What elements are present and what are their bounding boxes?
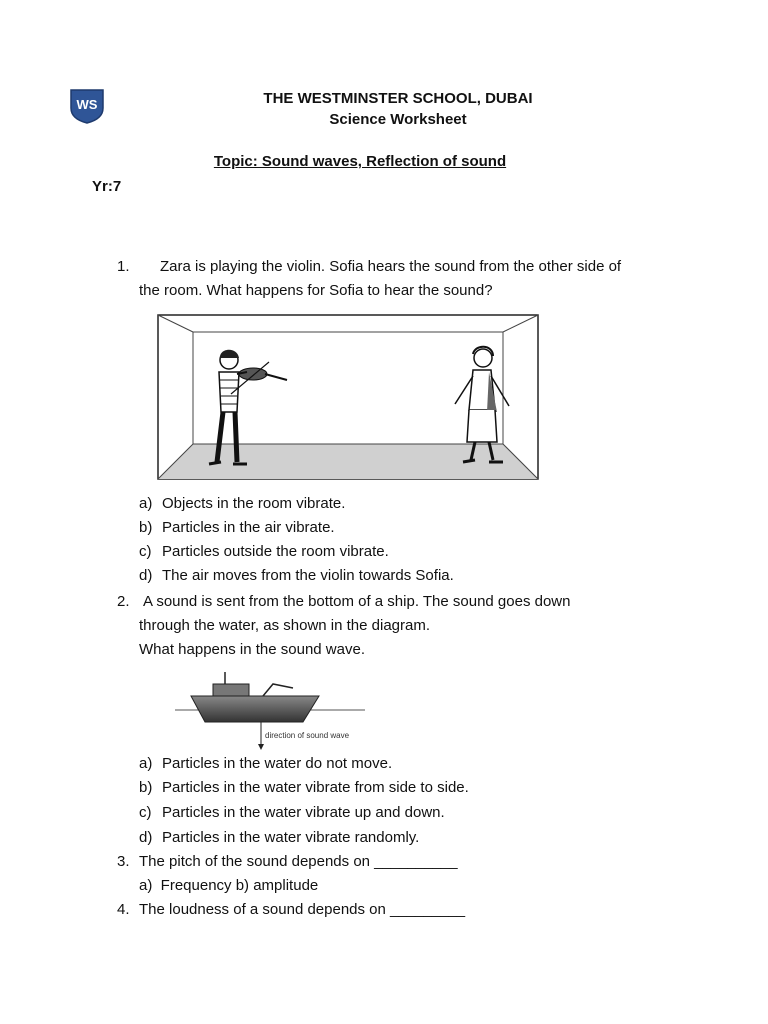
- question-text: through the water, as shown in the diagram.: [139, 617, 431, 634]
- logo-text: WS: [76, 97, 98, 112]
- option-a[interactable]: [139, 495, 345, 512]
- option-letter: a): [139, 495, 153, 512]
- question-text: A sound is sent from the bottom of a ship. The sound goes down: [143, 593, 571, 610]
- question-text: What happens in the sound wave.: [139, 641, 365, 658]
- inline-options[interactable]: a) Frequency b) amplitude: [139, 877, 319, 894]
- option-text: Particles outside the room vibrate.: [162, 543, 389, 560]
- option-letter: c): [139, 804, 152, 821]
- question-number: 1.: [117, 258, 130, 275]
- question-number: 4.: [117, 901, 130, 918]
- topic-heading: Topic: Sound waves, Reflection of sound: [213, 153, 507, 170]
- option-text: Particles in the water do not move.: [162, 755, 393, 772]
- option-b[interactable]: [139, 779, 469, 796]
- option-text: Particles in the water vibrate up and down.: [162, 804, 445, 821]
- option-text: Objects in the room vibrate.: [162, 495, 346, 512]
- option-text: Particles in the water vibrate from side to side.: [162, 779, 469, 796]
- option-text: Particles in the water vibrate randomly.: [162, 829, 420, 846]
- option-letter: b): [139, 779, 153, 796]
- year-label: Yr:7: [92, 178, 122, 195]
- option-letter: d): [139, 567, 153, 584]
- option-letter: c): [139, 543, 152, 560]
- question-number: 3.: [117, 853, 130, 870]
- room-violin-illustration: [157, 314, 539, 480]
- question-text: Zara is playing the violin. Sofia hears the sound from the other side of: [160, 258, 622, 275]
- question-number: 2.: [117, 593, 130, 610]
- question-text: The loudness of a sound depends on _________: [139, 901, 466, 918]
- option-text: The air moves from the violin towards Sofia.: [162, 567, 454, 584]
- question-text: the room. What happens for Sofia to hear the sound?: [139, 282, 493, 299]
- option-c[interactable]: [139, 543, 389, 560]
- option-text: Particles in the air vibrate.: [162, 519, 335, 536]
- option-d[interactable]: [139, 567, 454, 584]
- option-letter: d): [139, 829, 153, 846]
- option-a[interactable]: [139, 755, 392, 772]
- option-c[interactable]: [139, 804, 445, 821]
- question-text: The pitch of the sound depends on __________: [139, 853, 458, 870]
- option-letter: a): [139, 755, 153, 772]
- option-b[interactable]: [139, 519, 335, 536]
- option-d[interactable]: [139, 829, 419, 846]
- school-name: THE WESTMINSTER SCHOOL, DUBAI: [263, 90, 533, 107]
- worksheet-title: Science Worksheet: [329, 111, 467, 128]
- ship-diagram: [175, 668, 365, 750]
- diagram-label: direction of sound wave: [265, 731, 350, 740]
- option-letter: b): [139, 519, 153, 536]
